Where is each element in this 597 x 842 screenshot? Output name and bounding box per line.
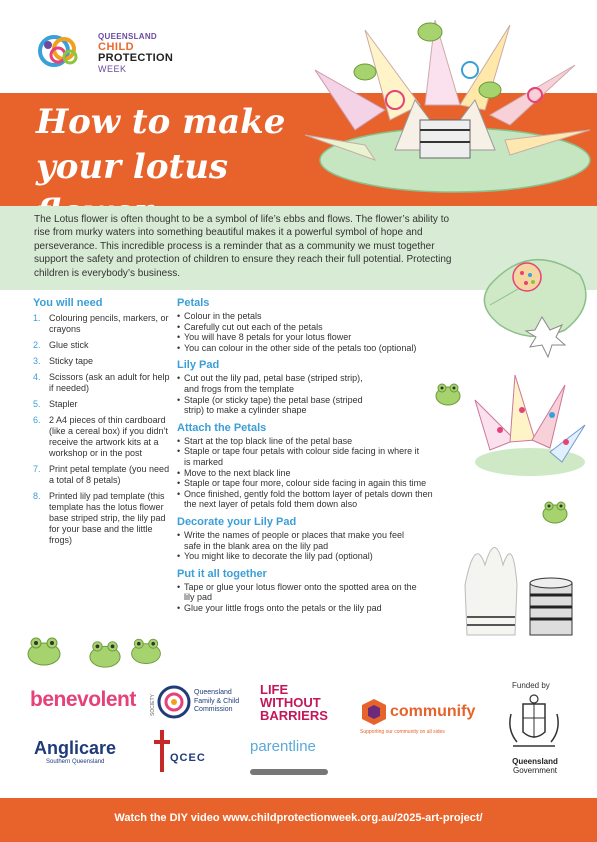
bullet-item: • You can colour in the other side of the petals too (optional)	[177, 343, 479, 354]
list-item	[33, 356, 173, 367]
bullet-item: • Start at the top black line of the petal base	[177, 436, 479, 447]
anglicare-sub: Southern Queensland	[46, 759, 105, 765]
section-heading: Attach the Petals	[177, 421, 267, 434]
footer-video-link[interactable]: Watch the DIY video www.childprotectionweek.org.au/2025-art-project/	[114, 812, 483, 824]
lwb-line-2: WITHOUT	[260, 695, 321, 710]
communify-tagline: Supporting our community on all sides	[360, 729, 445, 735]
qfcc-line-1: Queensland	[194, 689, 232, 696]
frog-icon	[433, 380, 463, 408]
section-petals	[177, 297, 479, 353]
benevolent-logo-small: SOCIETY	[149, 694, 156, 716]
list-item-text: Printed lily pad template (this template has the lotus flower base striped strip, the lily pad for your base and the little frogs)	[49, 491, 166, 545]
list-item	[33, 340, 173, 351]
you-will-need-section	[33, 297, 173, 551]
life-without-barriers-logo	[260, 683, 328, 722]
parentline-logo	[250, 738, 345, 775]
benevolent-society-logo	[30, 688, 156, 716]
you-will-need-list	[33, 313, 173, 546]
instructions-column	[177, 297, 479, 619]
section-attach-petals	[177, 422, 479, 510]
bullet-item: • Carefully cut out each of the petals	[177, 322, 479, 333]
section-heading: Put it all together	[177, 567, 267, 580]
cpw-logo	[34, 27, 194, 79]
anglicare-logo	[34, 738, 116, 765]
frog-icon	[128, 632, 164, 668]
logo-line-3: PROTECTION	[98, 52, 174, 64]
qcec-cross-icon	[152, 728, 172, 774]
list-item	[33, 399, 173, 410]
qgov-line-1: Queensland	[512, 757, 558, 766]
list-item-text: Glue stick	[49, 340, 89, 350]
logo-line-4: WEEK	[98, 64, 127, 74]
bullet-item: • You will have 8 petals for your lotus flower	[177, 332, 479, 343]
cpw-logo-icon	[34, 27, 88, 75]
list-number: 6.	[33, 415, 41, 425]
list-number: 2.	[33, 340, 41, 350]
lotus-hero-image	[295, 10, 595, 202]
section-put-it-together	[177, 568, 479, 614]
queensland-government-logo	[500, 757, 570, 775]
section-decorate-lily-pad	[177, 516, 479, 562]
frog-icon	[540, 498, 570, 526]
bullet-item: • Staple or tape four more, colour side facing in again this time	[177, 478, 479, 489]
parentline-text: parentline	[250, 738, 316, 755]
list-item	[33, 415, 173, 459]
list-item	[33, 372, 173, 394]
list-item-text: Sticky tape	[49, 356, 94, 366]
qfcc-logo-icon	[157, 685, 191, 719]
logo-line-2: CHILD	[98, 41, 135, 53]
parentline-strip	[250, 769, 328, 775]
lotus-flower-image	[470, 370, 588, 480]
bullet-item: • Staple or tape four petals with colour side facing in where it is marked	[177, 446, 427, 467]
logo-line-1: QUEENSLAND	[98, 32, 158, 41]
list-item	[33, 464, 173, 486]
section-heading: Lily Pad	[177, 359, 220, 372]
frog-icon	[86, 636, 124, 670]
qfcc-line-3: Commission	[194, 706, 233, 713]
funded-by-label: Funded by	[512, 681, 550, 690]
bullet-item: • Tape or glue your lotus flower onto the spotted area on the lily pad	[177, 582, 422, 603]
list-item-text: Print petal template (you need a total of 8 petals)	[49, 464, 170, 485]
bullet-item: • Staple (or sticky tape) the petal base (striped strip) to make a cylinder shape	[177, 395, 377, 416]
list-number: 7.	[33, 464, 41, 474]
lwb-line-3: BARRIERS	[260, 708, 328, 723]
communify-text: communify	[390, 703, 476, 720]
petal-base-cylinder-image	[455, 525, 585, 645]
list-item-text: Stapler	[49, 399, 78, 409]
bullet-item: • Write the names of people or places that make you feel safe in the blank area on the lily pad	[177, 530, 417, 551]
you-will-need-heading: You will need	[33, 297, 103, 309]
bullet-item: • Glue your little frogs onto the petals or the lily pad	[177, 603, 422, 614]
list-item	[33, 491, 173, 546]
queensland-coat-of-arms-icon	[503, 694, 565, 754]
section-heading: Decorate your Lily Pad	[177, 515, 297, 528]
bullet-item: • Move to the next black line	[177, 468, 479, 479]
bullet-item: • You might like to decorate the lily pad (optional)	[177, 551, 417, 562]
title-line-1: How to make	[36, 102, 286, 142]
bullet-item: • Once finished, gently fold the bottom layer of petals down then the next layer of petals fold them down also	[177, 489, 447, 510]
communify-logo-icon	[360, 697, 388, 727]
communify-logo	[360, 697, 475, 737]
list-number: 5.	[33, 399, 41, 409]
qfcc-line-2: Family & Child	[194, 697, 240, 705]
intro-paragraph: The Lotus flower is often thought to be a symbol of life’s ebbs and flows. The flower’s ability to rise from murky waters into something beautiful makes it a powerful symbol of hope and perseverance. This incredible process is a reminder that as a community we must together support the safety and protection of children to ensure they reach their full potential. Protecting children is everybody’s business.	[34, 214, 452, 279]
list-item-text: Colouring pencils, markers, or crayons	[49, 313, 169, 334]
list-number: 4.	[33, 372, 41, 382]
section-heading: Petals	[177, 297, 210, 309]
list-number: 8.	[33, 491, 41, 501]
bullet-item: • Cut out the lily pad, petal base (striped strip), and frogs from the template	[177, 373, 377, 394]
qcec-text: QCEC	[170, 752, 206, 764]
list-number: 3.	[33, 356, 41, 366]
frog-icon	[24, 632, 64, 668]
qcec-logo	[150, 728, 220, 776]
lily-pad-illustration	[470, 245, 597, 365]
qfcc-logo	[157, 685, 247, 721]
list-item-text: Scissors (ask an adult for help if needed)	[49, 372, 170, 393]
list-item	[33, 313, 173, 335]
anglicare-text: Anglicare	[34, 738, 117, 758]
title-line-2: your lotus	[36, 147, 229, 187]
benevolent-logo-text: benevolent	[30, 688, 136, 711]
lwb-line-1: LIFE	[260, 682, 289, 697]
list-item-text: 2 A4 pieces of thin cardboard (like a cereal box) if you didn’t receive the artwork kits at a workshop or in the post	[49, 415, 169, 458]
qgov-line-2: Government	[512, 766, 558, 775]
bullet-item: • Colour in the petals	[177, 311, 479, 322]
cpw-logo-text	[98, 31, 173, 75]
list-number: 1.	[33, 313, 41, 323]
